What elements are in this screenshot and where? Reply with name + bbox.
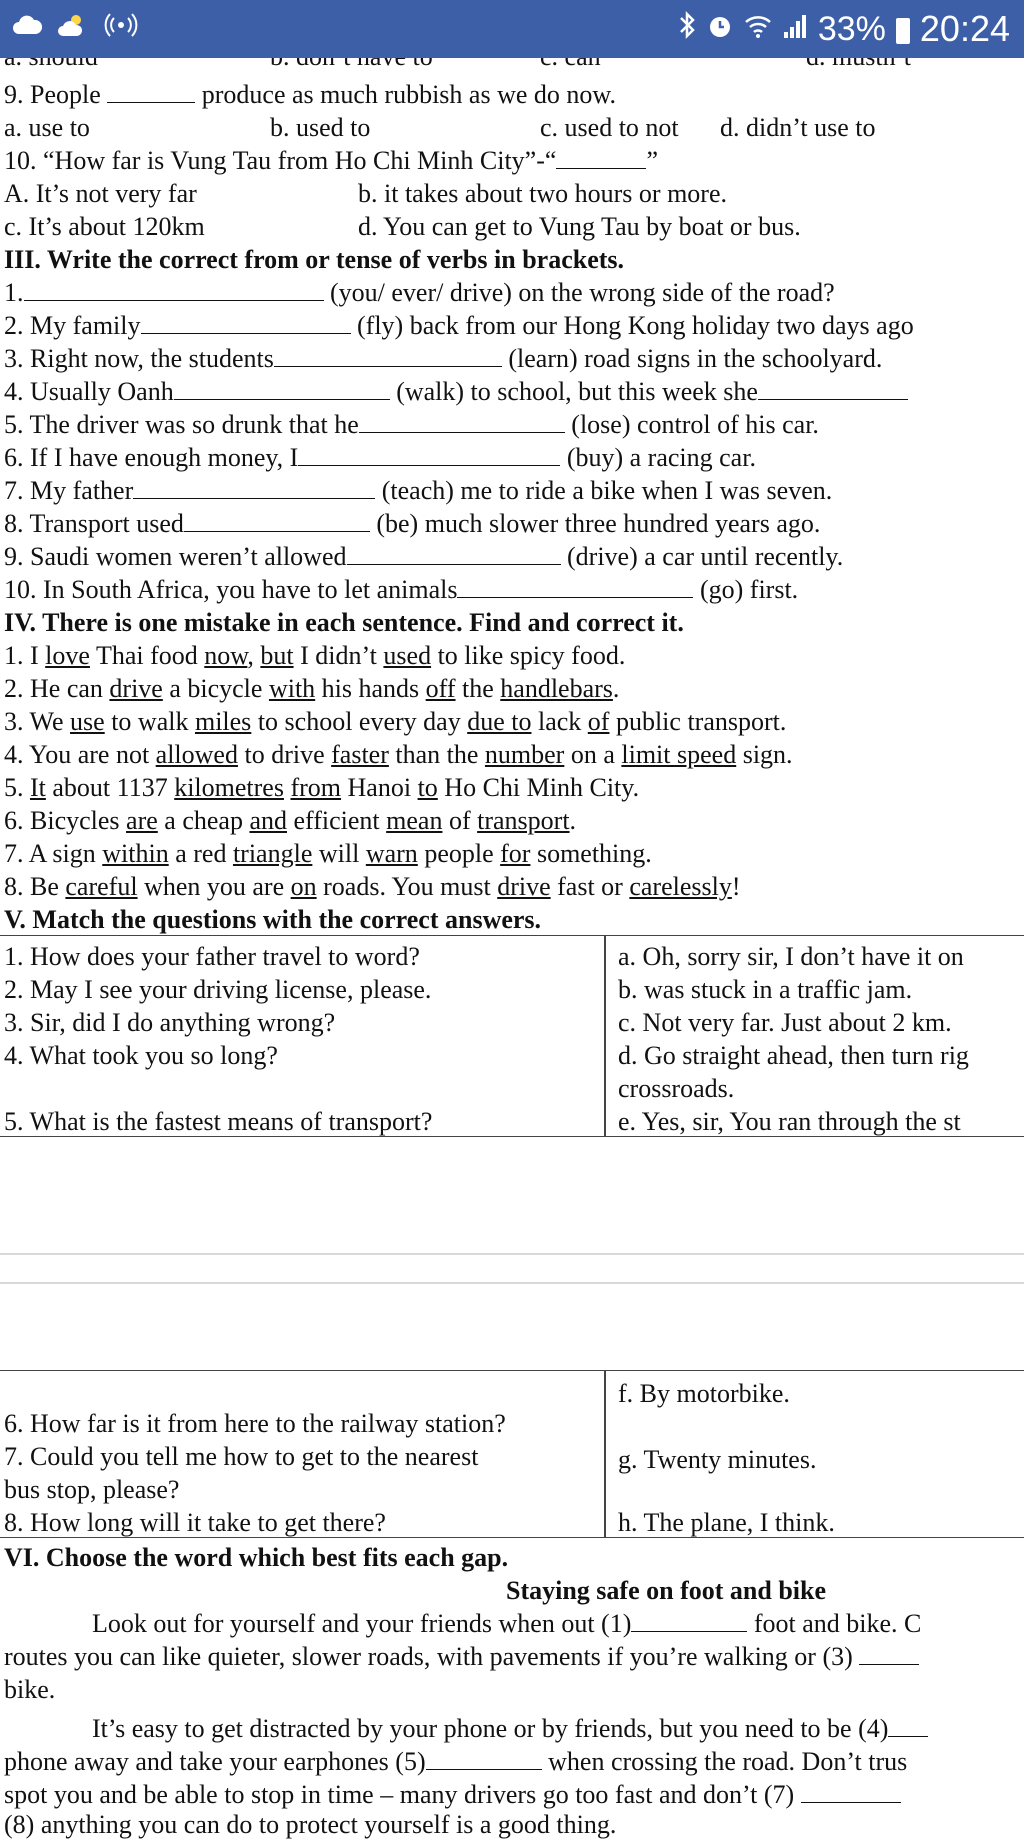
answer-cell: e. Yes, sir, You ran through the st: [618, 1107, 961, 1136]
answer-blank[interactable]: [631, 1610, 747, 1632]
passage-line: bike.: [4, 1675, 56, 1704]
answer-blank[interactable]: [426, 1748, 542, 1770]
verb-item-9: 9. Saudi women weren’t allowed (drive) a car until recently.: [4, 542, 844, 571]
page-break-line: [0, 1282, 1024, 1284]
answer-cell: g. Twenty minutes.: [618, 1445, 817, 1474]
passage-line: phone away and take your earphones (5) when crossing the road. Don’t trus: [4, 1747, 908, 1776]
verb-item-6: 6. If I have enough money, I (buy) a racing car.: [4, 443, 756, 472]
verb-item-1: 1. (you/ ever/ drive) on the wrong side of the road?: [4, 278, 835, 307]
section-4-heading: IV. There is one mistake in each sentence. Find and correct it.: [4, 608, 684, 637]
answer-blank[interactable]: [556, 147, 646, 169]
answer-blank[interactable]: [133, 477, 375, 499]
passage-line: (8) anything you can do to protect yourself is a good thing.: [4, 1810, 617, 1839]
verb-item-2: 2. My family (fly) back from our Hong Kong holiday two days ago: [4, 311, 914, 340]
bluetooth-icon: [678, 10, 696, 49]
answer-blank[interactable]: [758, 378, 908, 400]
section-5-heading: V. Match the questions with the correct answers.: [4, 905, 542, 934]
question-cell: 2. May I see your driving license, please.: [4, 975, 432, 1004]
wifi-icon: [744, 10, 772, 49]
answer-blank[interactable]: [24, 279, 324, 301]
mistake-sentence-5: 5. It about 1137 kilometres from Hanoi to Ho Chi Minh City.: [4, 773, 640, 802]
answer-blank[interactable]: [107, 81, 195, 103]
verb-item-7: 7. My father (teach) me to ride a bike when I was seven.: [4, 476, 833, 505]
mistake-sentence-6: 6. Bicycles are a cheap and efficient mean of transport.: [4, 806, 577, 835]
answer-blank[interactable]: [141, 312, 351, 334]
verb-item-8: 8. Transport used (be) much slower three hundred years ago.: [4, 509, 821, 538]
battery-percent: 33%: [817, 9, 886, 48]
answer-blank[interactable]: [888, 1715, 928, 1737]
passage-title: Staying safe on foot and bike: [506, 1576, 826, 1605]
answer-cell: a. Oh, sorry sir, I don’t have it on: [618, 942, 964, 971]
mistake-sentence-1: 1. I love Thai food now, but I didn’t used to like spicy food.: [4, 641, 626, 670]
answer-blank[interactable]: [457, 576, 693, 598]
hotspot-icon: [104, 12, 138, 45]
answer-blank[interactable]: [274, 345, 502, 367]
alarm-icon: [706, 10, 734, 49]
answer-blank[interactable]: [298, 444, 560, 466]
weather-icon: [58, 12, 88, 45]
answer-blank[interactable]: [359, 411, 565, 433]
passage-line: routes you can like quieter, slower roads, with pavements if you’re walking or (3): [4, 1640, 919, 1673]
verb-item-4: 4. Usually Oanh (walk) to school, but this week she: [4, 375, 908, 408]
section-6-heading: VI. Choose the word which best fits each gap.: [4, 1543, 509, 1572]
question-cell: 7. Could you tell me how to get to the nearest: [4, 1442, 479, 1471]
answer-cell: h. The plane, I think.: [618, 1508, 835, 1537]
signal-icon: [782, 10, 808, 49]
android-status-bar: [0, 0, 1024, 58]
passage-line: Look out for yourself and your friends when out (1) foot and bike. C: [92, 1609, 922, 1638]
question-cell: 6. How far is it from here to the railway station?: [4, 1409, 506, 1438]
page-break-line: [0, 1253, 1024, 1255]
answer-cell: d. Go straight ahead, then turn rig: [618, 1041, 969, 1070]
section-3-heading: III. Write the correct from or tense of verbs in brackets.: [4, 245, 625, 274]
question-cell: bus stop, please?: [4, 1475, 180, 1504]
question-cell: 5. What is the fastest means of transport?: [4, 1107, 433, 1136]
question-10: 10. “How far is Vung Tau from Ho Chi Minh City”-“ ”: [4, 146, 658, 175]
verb-item-3: 3. Right now, the students (learn) road signs in the schoolyard.: [4, 344, 883, 373]
answer-blank[interactable]: [859, 1643, 919, 1665]
question-cell: 4. What took you so long?: [4, 1041, 278, 1070]
answer-cell: crossroads.: [618, 1074, 735, 1103]
answer-blank[interactable]: [801, 1781, 901, 1803]
verb-item-10: 10. In South Africa, you have to let animals (go) first.: [4, 575, 799, 604]
answer-blank[interactable]: [174, 378, 390, 400]
answer-cell: b. was stuck in a traffic jam.: [618, 975, 913, 1004]
question-cell: 3. Sir, did I do anything wrong?: [4, 1008, 336, 1037]
answer-cell: c. Not very far. Just about 2 km.: [618, 1008, 952, 1037]
mistake-sentence-7: 7. A sign within a red triangle will warn people for something.: [4, 839, 652, 868]
worksheet-document: 9. People produce as much rubbish as we do now. a. use to b. used to c. used to not d. didn’t use to 10. “How far is Vung Tau from Ho Chi Minh City”-“ ” A. It’s not very far b. it takes about two hours or more. c. It’s about 120km d. You can get to Vung Tau by boat or bus. III. Write the correct from or tense of verbs in brackets. 1. (you/ ever/ drive) on the wrong side of the road? 2. My family (fly) back from our Hong Kong holiday two days ago 3. Right now, the students (learn) road signs in the schoolyard. 4. Usually Oanh (walk) to school, but this week she 5. The driver was so drunk that he (lose) control of his car. 6. If I have enough money, I (buy) a racing car. 7. My father (teach) me to ride a bike when I was seven. 8. Transport used (be) much slower three hundred years ago. 9. Saudi women weren’t allowed (drive) a car until recently. 10. In South Africa, you have to let animals (go) first. IV. There is one mistake in each sentence. Find and correct it. 1. I love Thai food now, but I didn’t used to like spicy food. 2. He can drive a bicycle with his hands off the handlebars. 3. We use to walk miles to school every day due to lack of public transport. 4. You are not allowed to drive faster than the number on a limit speed sign. 5. It about 1137 kilometres from Hanoi to Ho Chi Minh City. 6. Bicycles are a cheap and efficient mean of transport. 7. A sign within a red triangle will warn people for something. 8. Be careful when you are on roads. You must drive fast or carelessly! V. Match the questions with the correct answers. 1. How does your father travel to word? 2. May I see your driving license, please. 3. Sir, did I do anything wrong? 4. What took you so long? 5. What is the fastest means of transport? a. Oh, sorry sir, I don’t have it on b. was stuck in a traffic jam. c. Not very far. Just about 2 km. d. Go straight ahead, then turn rig crossroads. e. Yes, sir, You ran through the st 6. How far is it from here to the railway station? 7. Could you tell me how to get to the nearest bus stop, please? 8. How long will it take to get there? f. By motorbike. g. Twenty minutes. h. The plane, I think. VI. Choose the word which best fits each gap. Staying safe on foot and bike Look out for yourself and your friends when out (1) foot and bike. C routes you can like quieter, slower roads, with pavements if you’re walking or (3) bike. It’s easy to get distracted by your phone or by friends, but you need to be (4) phone away and take your earphones (5) when crossing the road. Don’t trus spot you and be able to stop in time – many drivers go too fast and don’t (7) (8) anything you can do to protect yourself is a good thing.: [0, 0, 1024, 1820]
battery-icon: [896, 18, 910, 44]
mistake-sentence-2: 2. He can drive a bicycle with his hands off the handlebars.: [4, 674, 620, 703]
clock: 20:24: [919, 8, 1010, 49]
match-table-part2: [0, 1370, 1024, 1538]
question-9: 9. People produce as much rubbish as we do now.: [4, 80, 616, 109]
answer-cell: f. By motorbike.: [618, 1379, 790, 1408]
passage-line: It’s easy to get distracted by your phone or by friends, but you need to be (4): [92, 1712, 928, 1745]
mistake-sentence-4: 4. You are not allowed to drive faster than the number on a limit speed sign.: [4, 740, 793, 769]
question-cell: 1. How does your father travel to word?: [4, 942, 420, 971]
verb-item-5: 5. The driver was so drunk that he (lose) control of his car.: [4, 410, 819, 439]
answer-blank[interactable]: [347, 543, 561, 565]
passage-line: spot you and be able to stop in time – many drivers go too fast and don’t (7): [4, 1778, 901, 1811]
cloud-icon: [12, 14, 42, 43]
match-table-part1: [0, 935, 1024, 1137]
mistake-sentence-8: 8. Be careful when you are on roads. You must drive fast or carelessly!: [4, 872, 741, 901]
mistake-sentence-3: 3. We use to walk miles to school every day due to lack of public transport.: [4, 707, 787, 736]
question-cell: 8. How long will it take to get there?: [4, 1508, 386, 1537]
answer-blank[interactable]: [184, 510, 370, 532]
